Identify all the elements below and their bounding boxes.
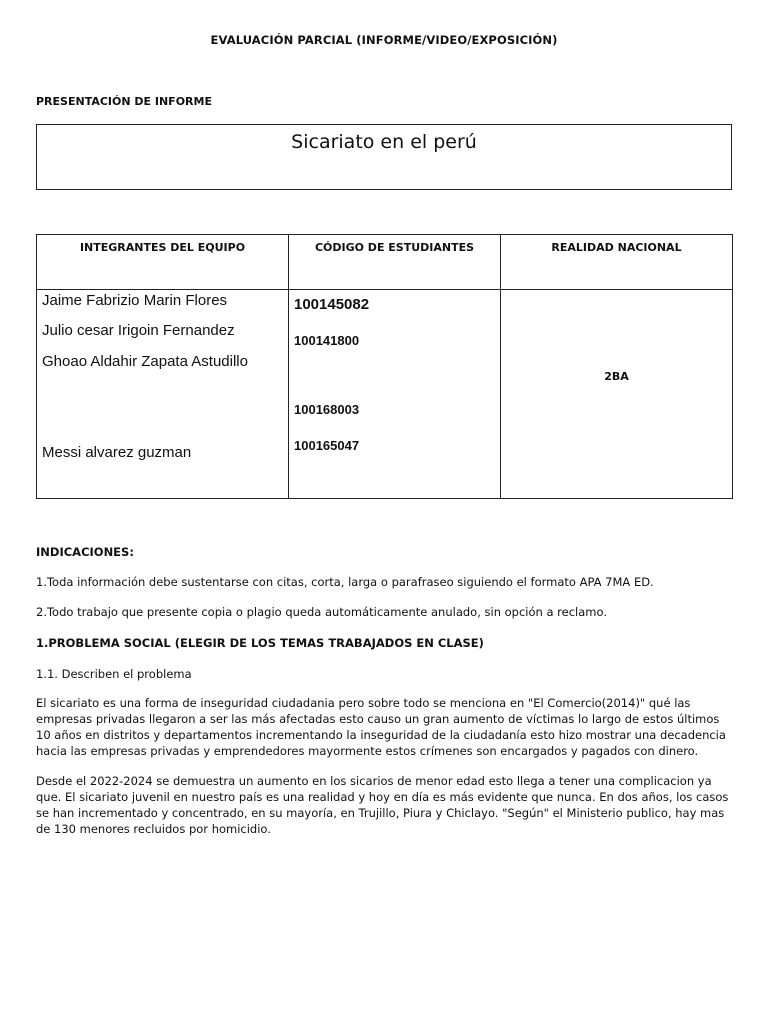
header-codigo: CÓDIGO DE ESTUDIANTES (289, 235, 501, 290)
members-cell (37, 290, 289, 499)
student-code: 100145082 (294, 296, 370, 313)
document-title: EVALUACIÓN PARCIAL (INFORME/VIDEO/EXPOSICIÓN) (210, 33, 558, 47)
problema-paragraph: El sicariato es una forma de inseguridad ciudadania pero sobre todo se menciona en "El Comercio(2014)" qué las empresas privadas llegaron a ser las más afectadas esto causo un gran aumento de víctimas lo largo de estos últimos 10 años en distritos y departamentos incrementando la inseguridad de la ciudadanía esto hizo mostrar una decadencia hacia las empresas privadas y emprendedores mayormente estos crímenes son encargados y pagados con dinero. (36, 696, 726, 758)
student-code: 100168003 (294, 402, 360, 417)
team-table-header-row (37, 235, 733, 290)
team-table-row (37, 290, 733, 499)
indicaciones-heading: INDICACIONES: (36, 545, 134, 559)
indicacion-item: 1.Toda información debe sustentarse con citas, corta, larga o parafraseo siguiendo el formato APA 7MA ED. (36, 575, 654, 589)
section-label-presentacion: PRESENTACIÓN DE INFORME (36, 95, 212, 108)
realidad-cell (501, 290, 733, 499)
student-code: 100141800 (294, 333, 360, 348)
header-realidad: REALIDAD NACIONAL (501, 235, 733, 290)
member-name: Julio cesar Irigoin Fernandez (42, 322, 235, 339)
indicacion-item: 2.Todo trabajo que presente copia o plagio queda automáticamente anulado, sin opción a reclamo. (36, 605, 607, 619)
member-name: Ghoao Aldahir Zapata Astudillo (42, 353, 248, 370)
problema-heading: 1.PROBLEMA SOCIAL (ELEGIR DE LOS TEMAS TRABAJADOS EN CLASE) (36, 636, 484, 650)
student-code: 100165047 (294, 438, 360, 453)
realidad-value: 2BA (604, 370, 629, 383)
topic-box (36, 124, 732, 190)
problema-subheading: 1.1. Describen el problema (36, 667, 192, 681)
member-name: Jaime Fabrizio Marin Flores (42, 292, 228, 309)
report-topic: Sicariato en el perú (291, 131, 477, 153)
member-name: Messi alvarez guzman (42, 444, 192, 461)
header-integrantes: INTEGRANTES DEL EQUIPO (37, 235, 289, 290)
problema-paragraph: Desde el 2022-2024 se demuestra un aumento en los sicarios de menor edad esto llega a tener una complicacion ya que. El sicariato juvenil en nuestro país es una realidad y hoy en día es más evidente que nunca. En dos años, los casos se han incrementado y concentrado, en su mayoría, en Trujillo, Piura y Chiclayo. "Según" el Ministerio publico, hay mas de 130 menores recluidos por homicidio. (36, 774, 729, 836)
codes-cell (289, 290, 501, 499)
team-table (36, 234, 733, 499)
